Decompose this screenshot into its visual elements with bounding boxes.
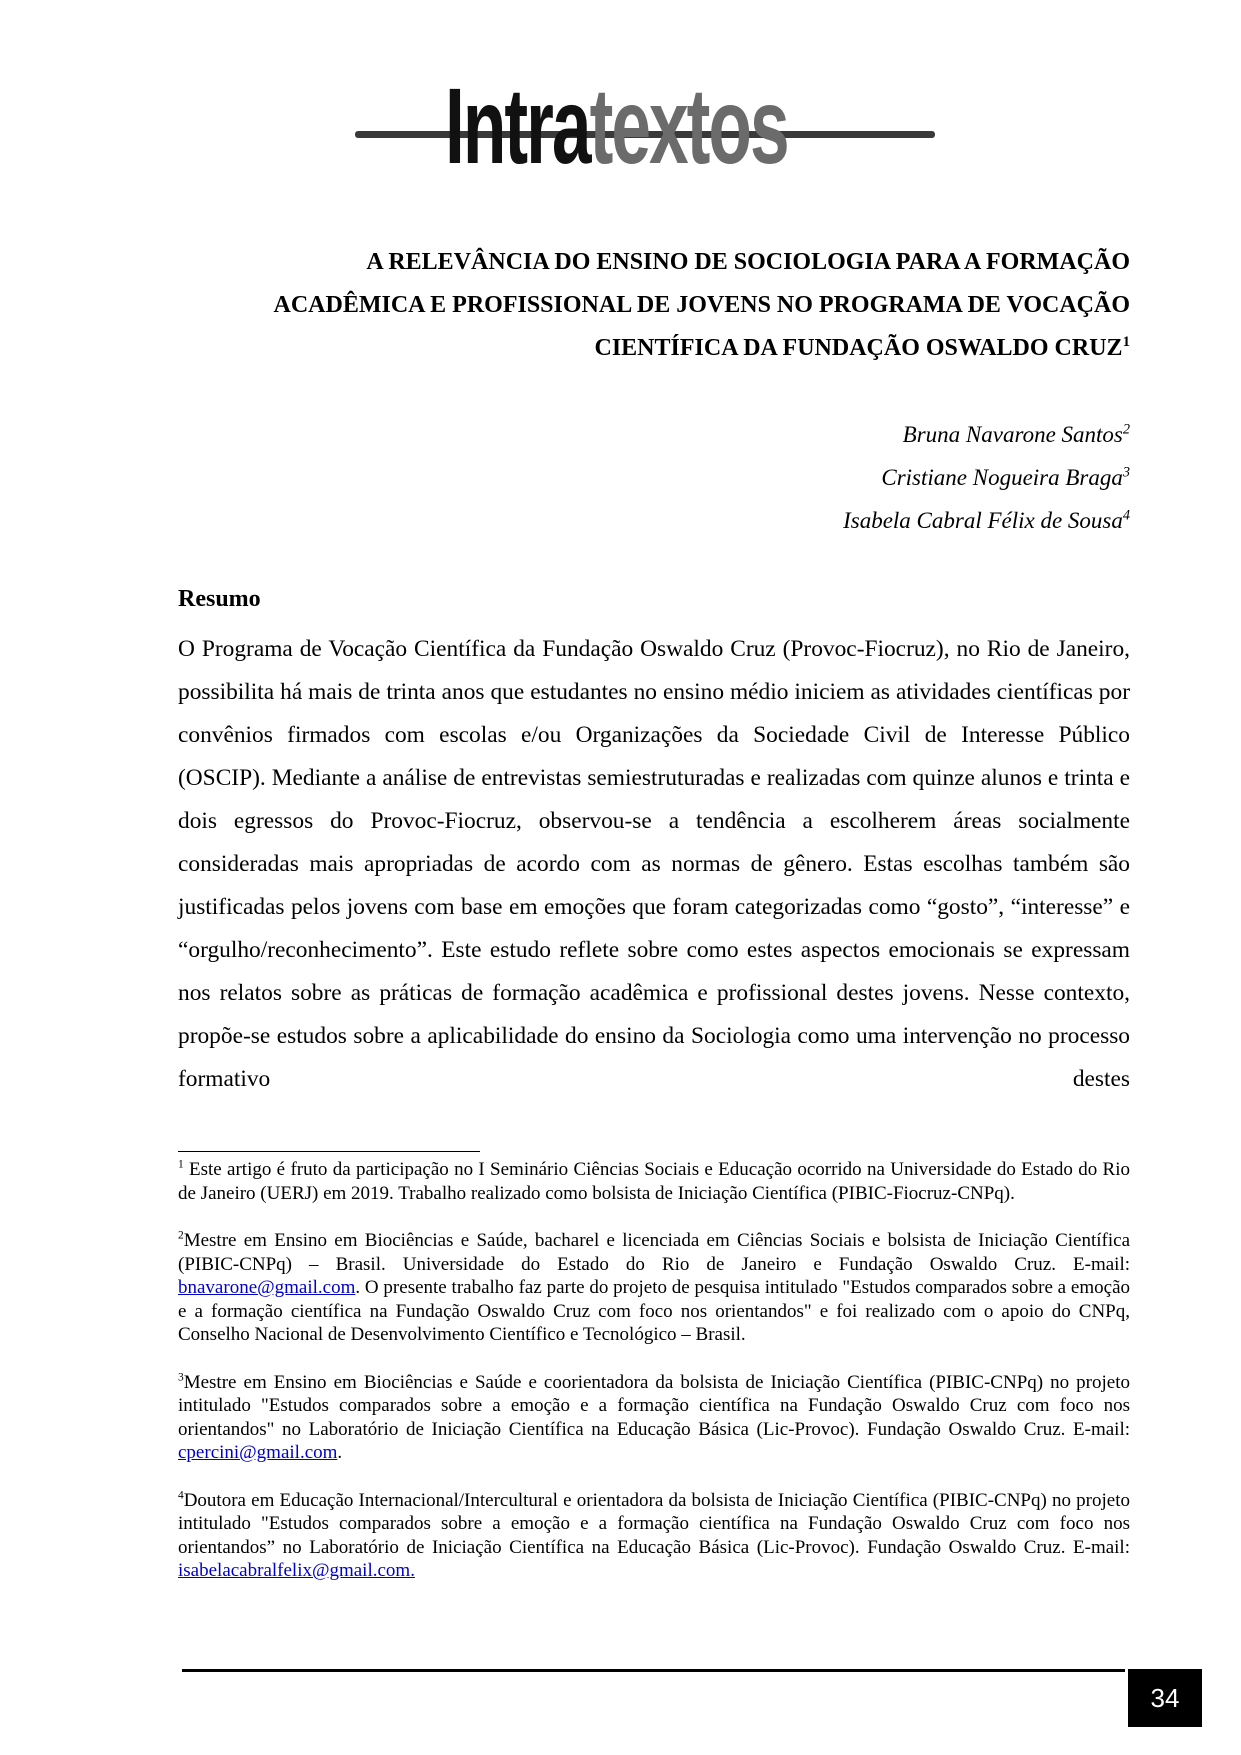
footnote-number: 4 [178, 1489, 184, 1502]
title-line-3 [178, 327, 1130, 370]
journal-logo [355, 65, 935, 186]
author-name: Bruna Navarone Santos [902, 422, 1123, 447]
footnote-4 [178, 1489, 1130, 1583]
author-name: Isabela Cabral Félix de Sousa [843, 508, 1123, 533]
title-line-1: A RELEVÂNCIA DO ENSINO DE SOCIOLOGIA PARA A FORMAÇÃO [366, 249, 1130, 275]
author-footnote-ref[interactable]: 3 [1122, 464, 1130, 481]
footnote-text: Este artigo é fruto da participação no I Seminário Ciências Sociais e Educação ocorrido na Universidade do Estado do Rio de Janeiro (UERJ) em 2019. Trabalho realizado como bolsista de Iniciação Científica (PIBIC-Fiocruz-CNPq). [178, 1159, 1130, 1204]
author-list [178, 413, 1130, 542]
page-number: 34 [1128, 1669, 1202, 1727]
logo-part-textos: textos [589, 65, 788, 186]
footnote-2 [178, 1229, 1130, 1347]
footnotes [178, 1158, 1130, 1607]
email-link[interactable]: isabelacabralfelix@gmail.com. [178, 1560, 415, 1581]
author [178, 456, 1130, 499]
logo-part-intra: Intra [445, 65, 590, 186]
footnote-3 [178, 1371, 1130, 1465]
title-footnote-ref[interactable]: 1 [1122, 334, 1130, 350]
footer-rule [182, 1669, 1125, 1672]
footnote-text: Mestre em Ensino em Biociências e Saúde e coorientadora da bolsista de Iniciação Científica (PIBIC-CNPq) no projeto intitulado "Estudos comparados sobre a emoção e a formação científica na Fundação Oswaldo Cruz com foco nos orientandos" no Laboratório de Iniciação Científica na Educação Básica (Lic-Provoc). Fundação Oswaldo Cruz. E-mail: [178, 1371, 1130, 1440]
footnote-text: Mestre em Ensino em Biociências e Saúde, bacharel e licenciada em Ciências Sociais e bolsista de Iniciação Científica (PIBIC-CNPq) – Brasil. Universidade do Estado do Rio de Janeiro e Fundação Oswaldo Cruz. E-mail: [178, 1230, 1130, 1275]
footnote-number: 3 [178, 1371, 184, 1384]
email-link[interactable]: cpercini@gmail.com [178, 1442, 338, 1463]
author-footnote-ref[interactable]: 2 [1122, 421, 1130, 438]
footnote-text: Doutora em Educação Internacional/Intercultural e orientadora da bolsista de Iniciação Científica (PIBIC-CNPq) no projeto intitulado "Estudos comparados sobre a emoção e a formação científica na Fundação Oswaldo Cruz com foco nos orientandos” no Laboratório de Iniciação Científica na Educação Básica (Lic-Provoc). Fundação Oswaldo Cruz. E-mail: [178, 1489, 1130, 1558]
footnote-number: 2 [178, 1229, 184, 1242]
author-footnote-ref[interactable]: 4 [1122, 507, 1130, 524]
logo-wordmark [445, 65, 788, 186]
abstract-heading: Resumo [178, 586, 261, 612]
author-name: Cristiane Nogueira Braga [881, 465, 1123, 490]
title-line-2: ACADÊMICA E PROFISSIONAL DE JOVENS NO PROGRAMA DE VOCAÇÃO [273, 292, 1130, 318]
footnote-text-continued: . [337, 1442, 343, 1463]
author [178, 413, 1130, 456]
email-link[interactable]: bnavarone@gmail.com [178, 1277, 356, 1298]
footnote-text-continued: . O presente trabalho faz parte do projeto de pesquisa intitulado "Estudos comparados sobre a emoção e a formação científica na Fundação Oswaldo Cruz com foco nos orientandos" e foi realizado com o apoio do CNPq, Conselho Nacional de Desenvolvimento Científico e Tecnológico – Brasil. [178, 1277, 1130, 1345]
abstract-body: O Programa de Vocação Científica da Fundação Oswaldo Cruz (Provoc-Fiocruz), no Rio de Janeiro, possibilita há mais de trinta anos que estudantes no ensino médio iniciem as atividades científicas por convênios firmados com escolas e/ou Organizações da Sociedade Civil de Interesse Público (OSCIP). Mediante a análise de entrevistas semiestruturadas e realizadas com quinze alunos e trinta e dois egressos do Provoc-Fiocruz, observou-se a tendência a escolherem áreas socialmente consideradas mais apropriadas de acordo com as normas de gênero. Estas escolhas também são justificadas pelos jovens com base em emoções que foram categorizadas como “gosto”, “interesse” e “orgulho/reconhecimento”. Este estudo reflete sobre como estes aspectos emocionais se expressam nos relatos sobre as práticas de formação acadêmica e profissional destes jovens. Nesse contexto, propõe-se estudos sobre a aplicabilidade do ensino da Sociologia como uma intervenção no processo formativo destes [178, 636, 1130, 1092]
article-title [178, 241, 1130, 370]
author [178, 499, 1130, 542]
footnote-1 [178, 1158, 1130, 1205]
title-line-3-text: CIENTÍFICA DA FUNDAÇÃO OSWALDO CRUZ [594, 335, 1123, 361]
footnote-number: 1 [178, 1158, 184, 1171]
footnote-separator [178, 1151, 480, 1152]
